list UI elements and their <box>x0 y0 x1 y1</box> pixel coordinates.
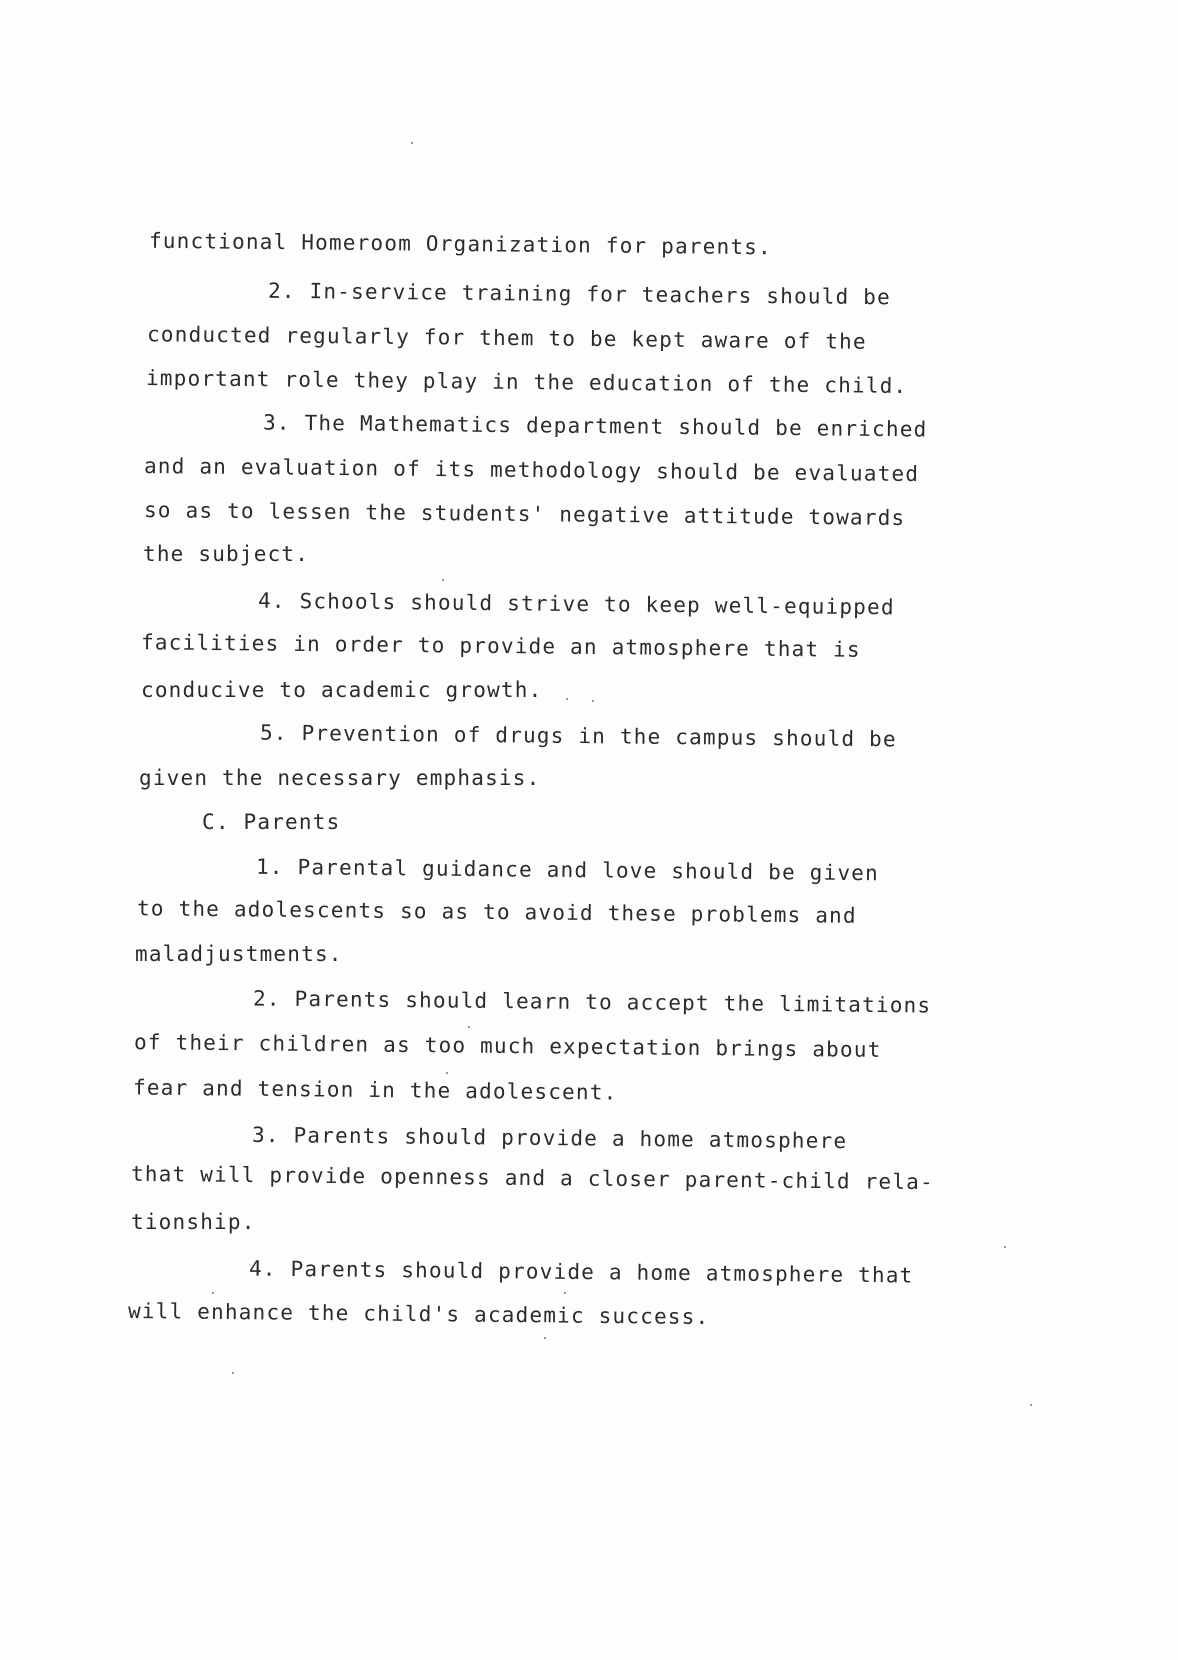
scan-speck <box>566 698 568 700</box>
section-heading-parents: C. Parents <box>202 810 341 834</box>
text-line-9: 4. Schools should strive to keep well-equipped <box>257 588 895 620</box>
text-line-21: 3. Parents should provide a home atmosphere <box>251 1122 848 1154</box>
text-line-7: so as to lessen the students' negative attitude towards <box>143 498 906 530</box>
text-line-16: to the adolescents so as to avoid these problems and <box>136 896 857 928</box>
text-line-25: will enhance the child's academic success. <box>127 1298 710 1330</box>
text-line-18: 2. Parents should learn to accept the limitations <box>252 986 932 1018</box>
text-line-1: functional Homeroom Organization for parents. <box>148 228 773 260</box>
text-line-8: the subject. <box>143 542 310 566</box>
scan-speck <box>564 1292 566 1294</box>
text-line-24: 4. Parents should provide a home atmosphere that <box>248 1256 914 1288</box>
scan-speck <box>592 700 594 702</box>
text-line-22: that will provide openness and a closer parent-child rela- <box>130 1161 935 1195</box>
text-line-2: 2. In-service training for teachers should be <box>267 278 892 310</box>
text-line-5: 3. The Mathematics department should be enriched <box>262 410 928 442</box>
text-line-6: and an evaluation of its methodology should be evaluated <box>143 453 920 487</box>
scan-speck <box>1030 1404 1032 1406</box>
text-line-20: fear and tension in the adolescent. <box>132 1075 618 1105</box>
text-line-13: given the necessary emphasis. <box>139 766 541 790</box>
text-line-17: maladjustments. <box>135 942 343 966</box>
text-line-23: tionship. <box>131 1210 256 1234</box>
text-line-4: important role they play in the education of the child. <box>145 366 908 398</box>
scan-speck <box>232 1372 234 1374</box>
text-line-19: of their children as too much expectation brings about <box>133 1030 882 1062</box>
scan-speck <box>442 579 444 581</box>
text-line-3: conducted regularly for them to be kept aware of the <box>146 322 867 354</box>
scan-speck <box>411 142 413 144</box>
scan-speck <box>446 1072 448 1074</box>
text-line-11: conducive to academic growth. <box>141 678 543 702</box>
scan-speck <box>1004 1246 1006 1248</box>
scan-speck <box>468 1026 470 1028</box>
text-line-15: 1. Parental guidance and love should be given <box>255 854 880 886</box>
scan-speck <box>544 1337 546 1339</box>
scan-speck <box>212 1292 214 1294</box>
text-line-10: facilities in order to provide an atmosphere that is <box>140 630 861 662</box>
text-line-12: 5. Prevention of drugs in the campus should be <box>259 720 897 752</box>
